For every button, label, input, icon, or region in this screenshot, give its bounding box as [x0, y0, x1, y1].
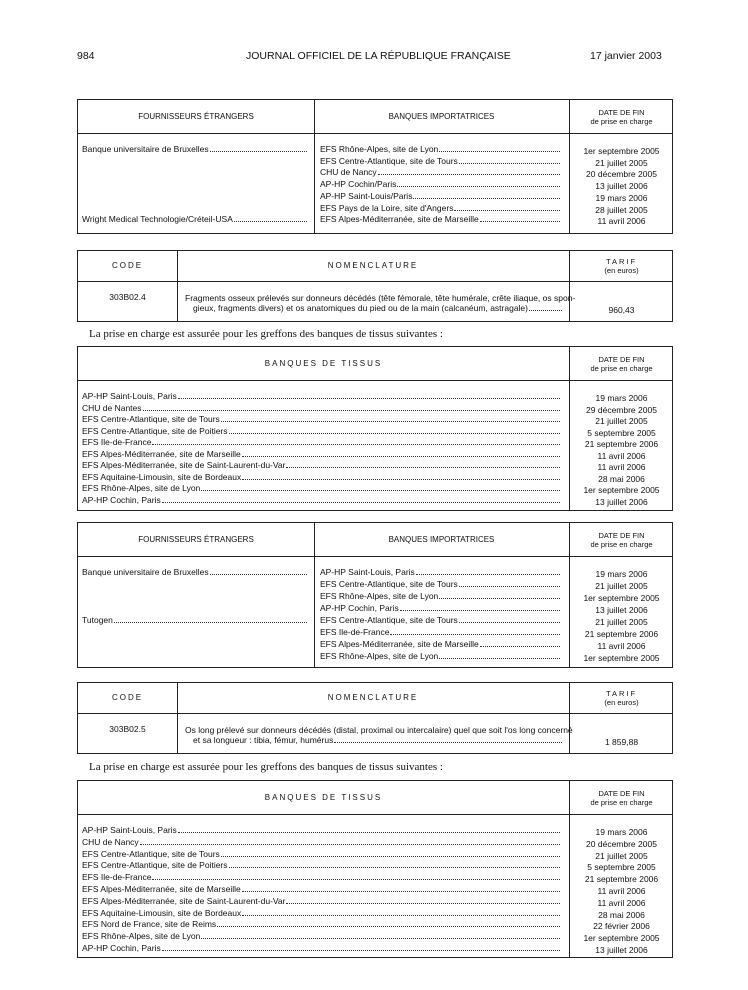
bank-row: EFS Alpes-Méditerranée, site de Saint-Laurent-du-Var — [82, 460, 563, 471]
date-cell: 21 juillet 2005 — [595, 617, 648, 627]
date-cell: 1er septembre 2005 — [583, 653, 660, 663]
tarif-cell: 960,43 — [608, 305, 635, 315]
bank-row: AP-HP Saint-Louis, Paris — [82, 391, 563, 402]
date-cell: 1er septembre 2005 — [583, 933, 660, 944]
date-cell: 5 septembre 2005 — [587, 427, 656, 438]
banks-column — [82, 347, 563, 510]
bank-row: EFS Ile-de-France — [82, 437, 563, 448]
bank-row: EFS Centre-Atlantique, site de Tours — [82, 849, 563, 860]
bank-row: EFS Centre-Atlantique, site de Tours — [320, 579, 563, 590]
date-cell: 11 avril 2006 — [597, 886, 646, 896]
date-cell: 21 septembre 2006 — [584, 874, 659, 885]
date-cell: 21 septembre 2006 — [584, 629, 659, 639]
table-tissue-banks-1 — [77, 346, 673, 511]
header-banks: BANQUES IMPORTATRICES — [388, 535, 495, 544]
bank-row: EFS Pays de la Loire, site d'Angers — [320, 203, 563, 214]
nomenclature-line-2: et sa longueur : tibia, fémur, humérus — [193, 735, 565, 746]
bank-row: EFS Rhône-Alpes, site de Lyon — [320, 651, 563, 662]
date-cell: 11 avril 2006 — [597, 462, 646, 472]
date-cell: 13 juillet 2006 — [595, 181, 648, 192]
date-cell: 28 mai 2006 — [598, 473, 645, 484]
header-tissue-banks: BANQUES DE TISSUS — [264, 793, 383, 802]
nomenclature-line-2: gieux, fragments divers) et os anatomiques du pied ou de la main (calcanéum, astragale) — [193, 303, 565, 314]
bank-row: AP-HP Saint-Louis/Paris — [320, 191, 563, 202]
table-foreign-suppliers-1 — [77, 99, 673, 234]
banks-column — [320, 523, 563, 667]
date-cell: 13 juillet 2006 — [595, 496, 648, 507]
bank-row: EFS Aquitaine-Limousin, site de Bordeaux — [82, 472, 563, 483]
date-cell: 21 juillet 2005 — [595, 850, 648, 861]
header-tarif: TARIF (en euros) — [604, 257, 639, 275]
header-end-date: DATE DE FIN de prise en charge — [590, 531, 653, 549]
bank-row: EFS Rhône-Alpes, site de Lyon — [320, 144, 563, 155]
bank-row: AP-HP Cochin, Paris — [82, 943, 563, 954]
header-tarif: TARIF (en euros) — [604, 689, 639, 707]
dates-column — [569, 100, 674, 233]
date-cell: 28 juillet 2005 — [595, 204, 648, 215]
nomenclature-line-1: Os long prélevé sur donneurs décédés (distal, proximal ou intercalaire) quel que soit l'os long concerné — [185, 725, 573, 735]
header-tissue-banks: BANQUES DE TISSUS — [264, 359, 383, 368]
header-nomenclature: NOMENCLATURE — [327, 693, 419, 702]
suppliers-column — [82, 100, 310, 233]
bank-row: EFS Rhône-Alpes, site de Lyon — [320, 591, 563, 602]
bank-row: AP-HP Cochin/Paris — [320, 179, 563, 190]
dates-column — [569, 781, 674, 957]
bank-row: EFS Ile-de-France — [320, 627, 563, 638]
bank-row: EFS Alpes-Méditerranée, site de Marseille — [82, 449, 563, 460]
date-cell: 11 avril 2006 — [597, 450, 646, 461]
header-suppliers: FOURNISSEURS ÉTRANGERS — [138, 112, 254, 121]
date-cell: 19 mars 2006 — [595, 192, 648, 203]
date-cell: 21 juillet 2005 — [595, 157, 648, 168]
bank-row: EFS Centre-Atlantique, site de Tours — [320, 615, 563, 626]
date-cell: 21 juillet 2005 — [595, 416, 648, 426]
bank-row: AP-HP Saint-Louis, Paris — [82, 825, 563, 836]
date-cell: 11 avril 2006 — [597, 641, 646, 651]
issue-date: 17 janvier 2003 — [590, 50, 662, 62]
header-nomenclature: NOMENCLATURE — [327, 261, 419, 270]
table-tissue-banks-2 — [77, 780, 673, 958]
header-suppliers: FOURNISSEURS ÉTRANGERS — [138, 535, 254, 544]
code-cell: 303B02.5 — [109, 724, 146, 734]
suppliers-column — [82, 523, 310, 667]
tarif-cell: 1 859,88 — [604, 737, 639, 747]
bank-row: EFS Rhône-Alpes, site de Lyon — [82, 483, 563, 494]
date-cell: 28 mai 2006 — [598, 909, 645, 920]
bank-row: EFS Aquitaine-Limousin, site de Bordeaux — [82, 908, 563, 919]
bank-row: EFS Nord de France, site de Reims — [82, 919, 563, 930]
date-cell: 11 avril 2006 — [597, 897, 646, 908]
paragraph: La prise en charge est assurée pour les greffons des banques de tissus suivantes : — [89, 328, 443, 340]
supplier-row: Tutogen — [82, 615, 310, 626]
date-cell: 13 juillet 2006 — [595, 945, 648, 955]
bank-row: EFS Alpes-Méditerranée, site de Marseille — [82, 884, 563, 895]
dates-column — [569, 347, 674, 510]
dates-column — [569, 523, 674, 667]
date-cell: 20 décembre 2005 — [586, 169, 657, 180]
date-cell: 19 mars 2006 — [595, 827, 648, 837]
bank-row: AP-HP Saint-Louis, Paris — [320, 567, 563, 578]
date-cell: 13 juillet 2006 — [595, 605, 648, 615]
bank-row: EFS Alpes-Méditerranée, site de Marseille — [320, 639, 563, 650]
date-cell: 21 septembre 2006 — [584, 439, 659, 449]
date-cell: 20 décembre 2005 — [586, 838, 657, 849]
header-end-date: DATE DE FIN de prise en charge — [590, 108, 653, 126]
header-end-date: DATE DE FIN de prise en charge — [590, 355, 653, 373]
date-cell: 5 septembre 2005 — [587, 862, 656, 873]
paragraph: La prise en charge est assurée pour les greffons des banques de tissus suivantes : — [89, 761, 443, 773]
table-foreign-suppliers-2 — [77, 522, 673, 668]
supplier-row: Banque universitaire de Bruxelles — [82, 144, 310, 155]
date-cell: 29 décembre 2005 — [586, 404, 657, 415]
table-nomenclature-2 — [77, 682, 673, 754]
bank-row: CHU de Nantes — [82, 403, 563, 414]
date-cell: 11 avril 2006 — [597, 216, 646, 227]
bank-row: AP-HP Cochin, Paris — [320, 603, 563, 614]
banks-column — [320, 100, 563, 233]
bank-row: EFS Alpes-Méditerranée, site de Marseille — [320, 214, 563, 225]
journal-title: JOURNAL OFFICIEL DE LA RÉPUBLIQUE FRANÇAISE — [246, 50, 511, 62]
bank-row: EFS Rhône-Alpes, site de Lyon — [82, 931, 563, 942]
supplier-row: Wright Medical Technologie/Créteil-USA — [82, 214, 310, 225]
date-cell: 22 février 2006 — [593, 921, 650, 932]
header-banks: BANQUES IMPORTATRICES — [388, 112, 495, 121]
table-nomenclature-1 — [77, 250, 673, 322]
bank-row: CHU de Nancy — [82, 837, 563, 848]
supplier-row: Banque universitaire de Bruxelles — [82, 567, 310, 578]
bank-row: EFS Centre-Atlantique, site de Poitiers — [82, 426, 563, 437]
bank-row: EFS Ile-de-France — [82, 872, 563, 883]
bank-row: AP-HP Cochin, Paris — [82, 495, 563, 506]
header-end-date: DATE DE FIN de prise en charge — [590, 789, 653, 807]
date-cell: 19 mars 2006 — [595, 569, 648, 579]
date-cell: 19 mars 2006 — [595, 393, 648, 403]
header-code: CODE — [111, 261, 144, 270]
header-code: CODE — [111, 693, 144, 702]
bank-row: EFS Centre-Atlantique, site de Tours — [320, 156, 563, 167]
page-number: 984 — [77, 50, 95, 62]
date-cell: 21 juillet 2005 — [595, 581, 648, 591]
bank-row: EFS Centre-Atlantique, site de Poitiers — [82, 860, 563, 871]
code-cell: 303B02.4 — [109, 292, 146, 302]
bank-row: EFS Centre-Atlantique, site de Tours — [82, 414, 563, 425]
bank-row: CHU de Nancy — [320, 167, 563, 178]
banks-column — [82, 781, 563, 957]
bank-row: EFS Alpes-Méditerranée, site de Saint-Laurent-du-Var — [82, 896, 563, 907]
date-cell: 1er septembre 2005 — [583, 593, 660, 603]
date-cell: 1er septembre 2005 — [583, 146, 660, 156]
date-cell: 1er septembre 2005 — [583, 485, 660, 495]
nomenclature-line-1: Fragments osseux prélevés sur donneurs décédés (tête fémorale, tête humérale, crête iliaque, os spon- — [185, 293, 576, 303]
